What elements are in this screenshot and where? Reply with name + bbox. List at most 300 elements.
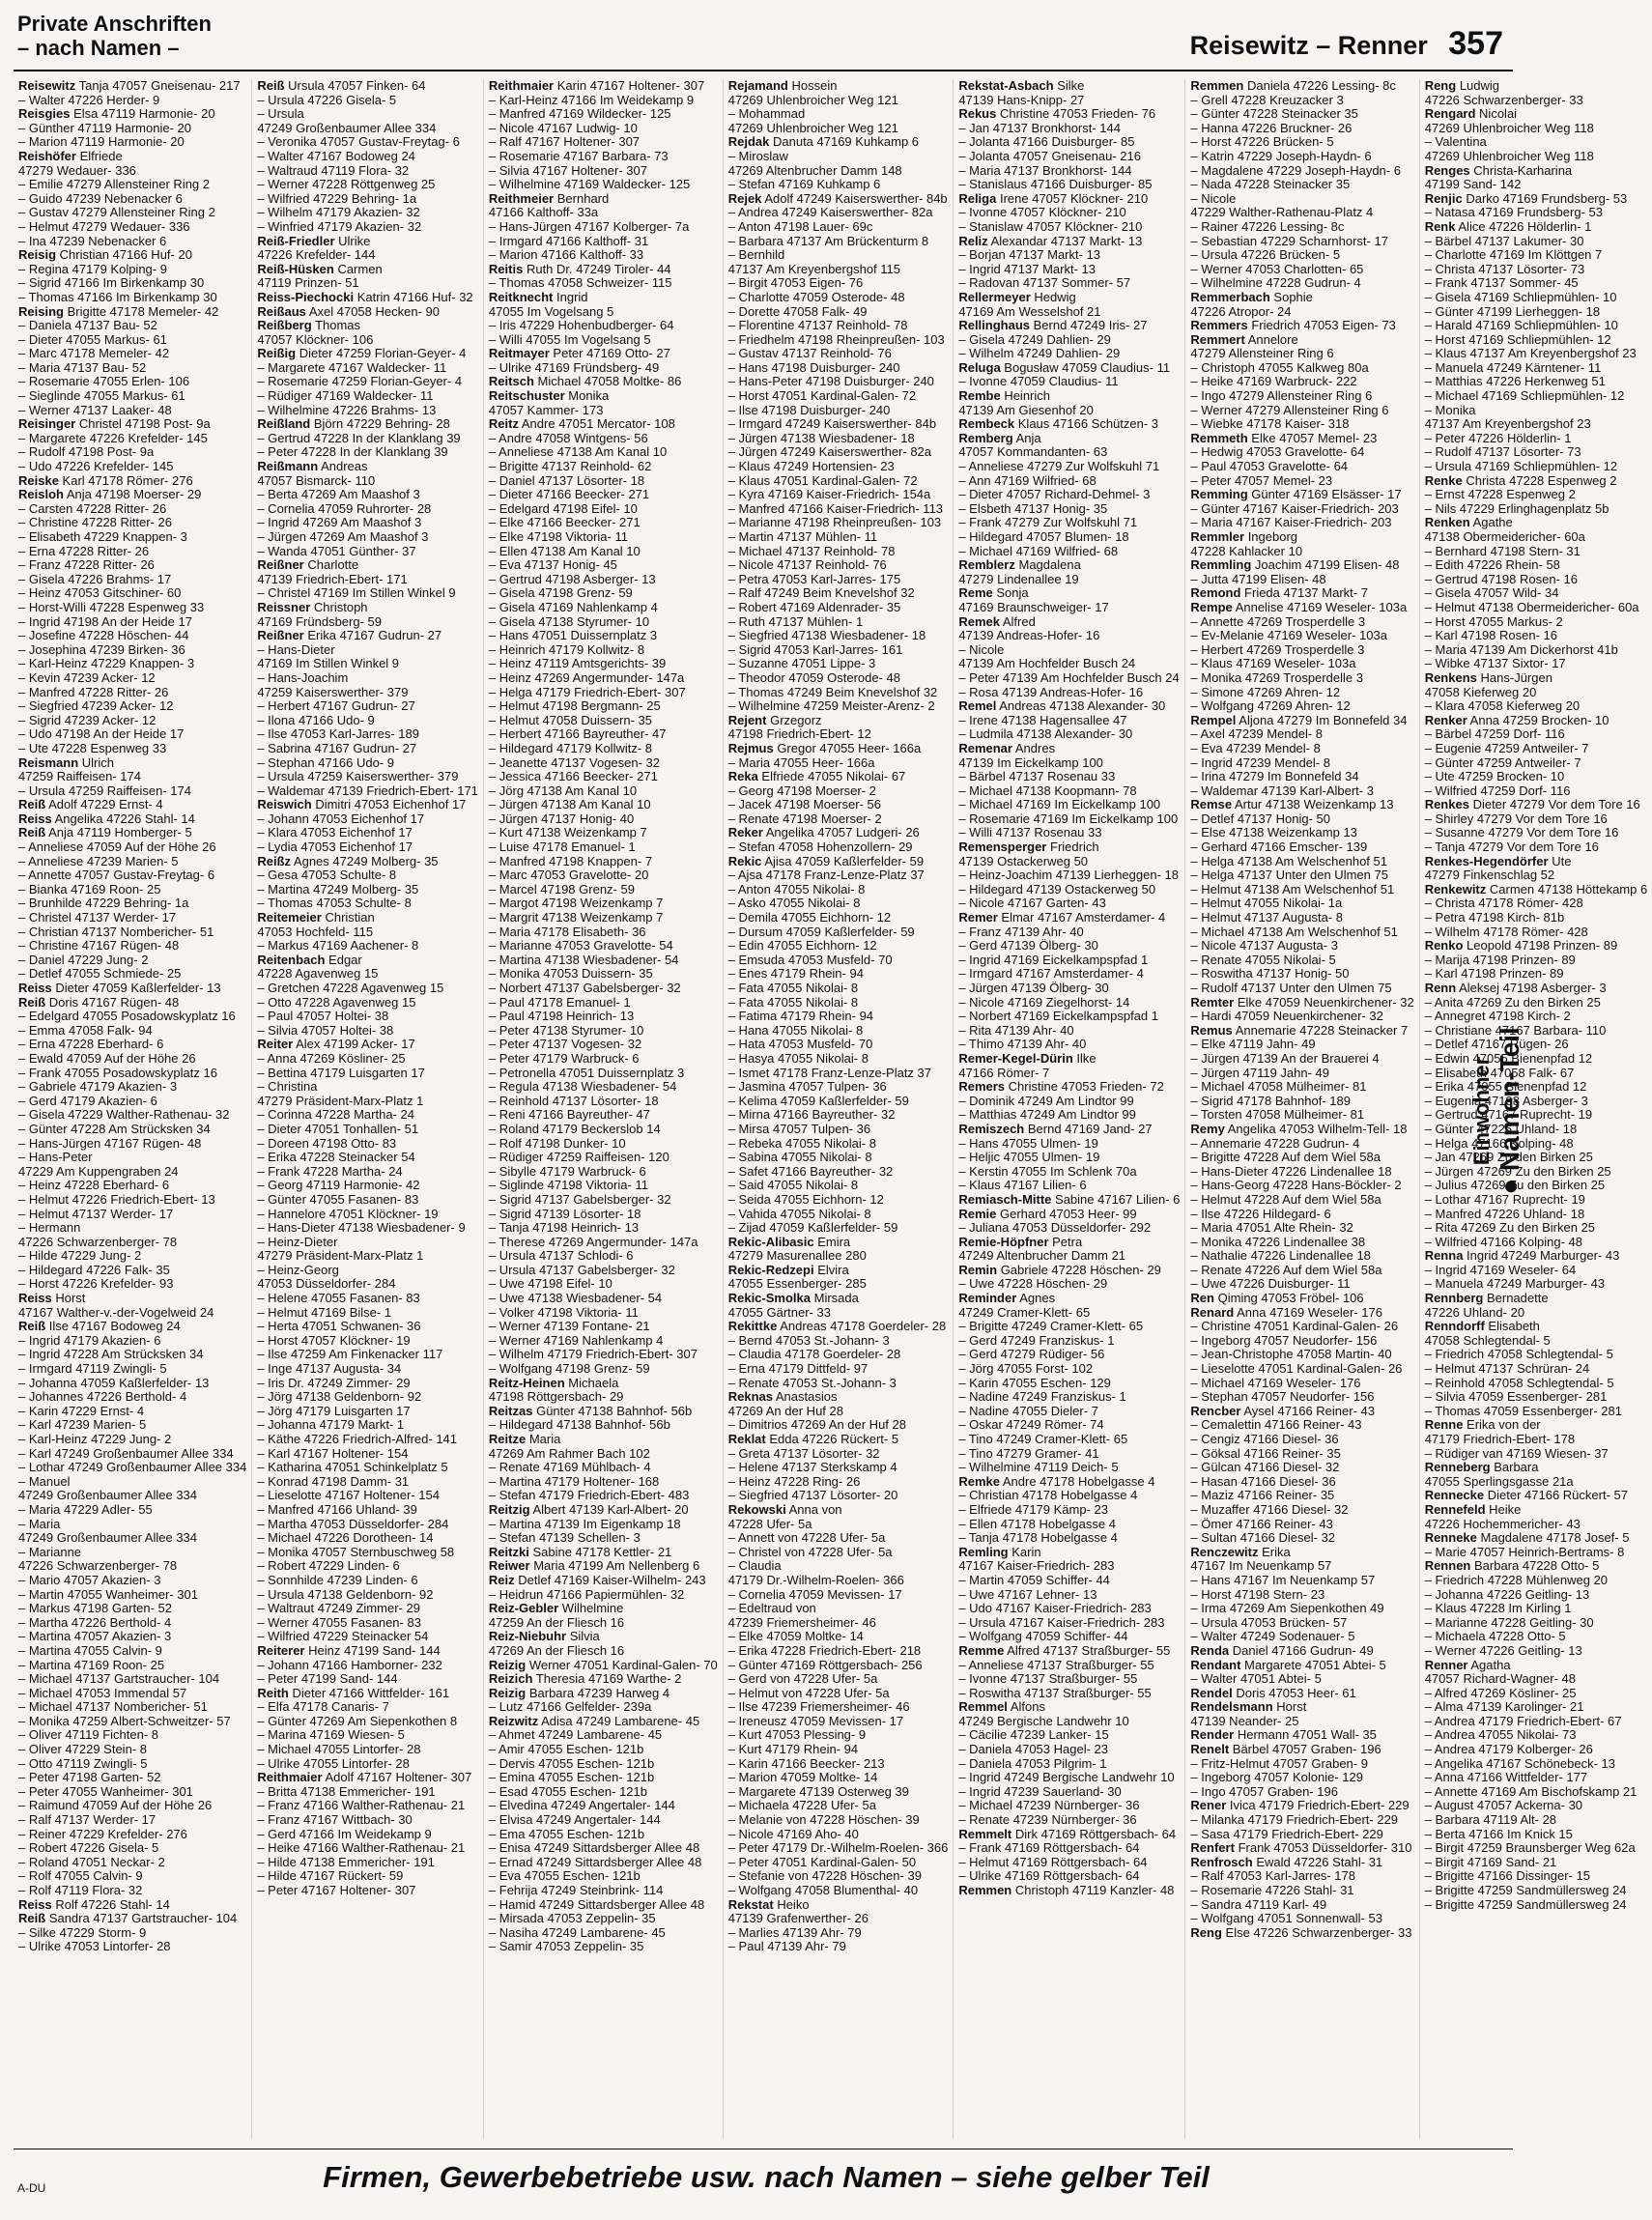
entry-text: – Karin 47166 Beecker- 213 — [727, 1755, 885, 1771]
surname: Renfrosch — [1190, 1854, 1253, 1869]
entry-text: – Iris Dr. 47249 Zimmer- 29 — [257, 1375, 411, 1390]
entry-text: – Daniela 47053 Hagel- 23 — [958, 1742, 1108, 1757]
directory-entry — [257, 1489, 478, 1503]
directory-entry — [257, 1377, 478, 1391]
directory-entry — [1425, 1869, 1648, 1884]
entry-text: – Helmut 47169 Bilse- 1 — [257, 1304, 392, 1320]
directory-entry — [958, 1630, 1180, 1644]
directory-entry — [257, 1292, 478, 1306]
directory-entry — [1190, 1362, 1413, 1377]
directory-entry — [1425, 953, 1648, 968]
entry-text: – Wolfgang 47058 Blumenthal- 40 — [727, 1883, 919, 1897]
entry-text: – Georg 47198 Moerser- 2 — [727, 783, 876, 798]
directory-entry — [489, 1518, 718, 1532]
directory-entry — [1190, 1813, 1413, 1828]
entry-text: Aljona 47279 Im Bonnefeld 34 — [1239, 712, 1408, 727]
directory-entry — [1190, 1574, 1413, 1588]
directory-entry — [1425, 1236, 1648, 1250]
surname: Renda — [1190, 1642, 1230, 1658]
entry-text: – Esad 47055 Eschen- 121b — [488, 1783, 647, 1799]
directory-entry — [1190, 1179, 1413, 1193]
entry-text: 47249 Großenbaumer Allee 334 — [257, 120, 437, 135]
directory-entry — [958, 1052, 1180, 1067]
surname: Ren — [1190, 1291, 1214, 1306]
entry-text: – Wolfgang 47198 Grenz- 59 — [488, 1361, 650, 1377]
directory-entry — [1190, 826, 1413, 840]
directory-entry — [18, 1405, 246, 1419]
directory-entry — [18, 868, 246, 883]
directory-entry — [1190, 305, 1413, 320]
surname: Reithmaier — [257, 1770, 323, 1785]
entry-text: – Ernad 47249 Sittardsberger Allee 48 — [488, 1854, 702, 1869]
entry-text: 47058 Kieferweg 20 — [1424, 684, 1537, 699]
directory-entry — [489, 727, 718, 742]
directory-entry — [1425, 1616, 1648, 1631]
entry-text: 47139 Ostackerweg 50 — [958, 853, 1089, 868]
surname: Reminder — [958, 1291, 1017, 1306]
entry-text: Gregor 47055 Heer- 166a — [777, 740, 922, 755]
directory-entry — [1190, 615, 1413, 630]
entry-text: – Mirsada 47053 Zeppelin- 35 — [488, 1911, 656, 1926]
directory-entry — [1425, 1630, 1648, 1644]
entry-text: Darko 47169 Frundsberg- 53 — [1466, 190, 1628, 206]
directory-entry — [728, 573, 949, 587]
directory-entry — [489, 1193, 718, 1208]
entry-text: Elmar 47167 Amsterdamer- 4 — [1001, 910, 1166, 925]
directory-entry — [489, 742, 718, 756]
entry-text: Günter 47138 Bahnhof- 56b — [536, 1403, 693, 1418]
directory-column — [1419, 79, 1652, 2139]
surname: Reiske — [18, 472, 59, 488]
directory-entry — [18, 389, 246, 404]
entry-text: – Gisela 47229 Walther-Rathenau- 32 — [18, 1107, 230, 1123]
directory-entry — [489, 714, 718, 728]
directory-entry — [728, 1264, 949, 1278]
directory-column — [723, 79, 954, 2139]
directory-entry — [257, 1644, 478, 1659]
directory-entry — [1190, 1095, 1413, 1109]
entry-text: – Gülcan 47166 Diesel- 32 — [1190, 1460, 1340, 1475]
directory-entry — [1425, 1320, 1648, 1334]
entry-text: – Frank 47279 Zur Wolfskuhl 71 — [958, 515, 1138, 530]
directory-entry — [958, 1320, 1180, 1334]
entry-text: – Hans-Dieter 47226 Lindenallee 18 — [1190, 1163, 1392, 1179]
directory-entry — [1425, 770, 1648, 784]
directory-entry — [958, 1348, 1180, 1362]
section-label — [17, 12, 212, 60]
surname: Reiss — [18, 1896, 52, 1912]
directory-entry — [1425, 911, 1648, 925]
entry-text: – Elke 47059 Moltke- 14 — [727, 1629, 864, 1644]
directory-entry — [489, 1151, 718, 1165]
entry-text: Gerhard 47053 Heer- 99 — [999, 1206, 1137, 1221]
directory-entry — [489, 1659, 718, 1673]
directory-entry — [489, 1828, 718, 1842]
surname: Religa — [958, 190, 997, 206]
directory-entry — [958, 1799, 1180, 1813]
entry-text: – Enisa 47249 Sittardsberger Allee 48 — [488, 1840, 700, 1856]
directory-entry — [1190, 601, 1413, 615]
directory-entry — [18, 996, 246, 1010]
entry-text: – Emsuda 47053 Musfeld- 70 — [727, 952, 893, 967]
directory-entry — [257, 291, 478, 305]
entry-text: – Hamid 47249 Sittardsberger Allee 48 — [488, 1896, 705, 1912]
directory-entry — [489, 305, 718, 320]
entry-text: – Norbert 47137 Gabelsberger- 32 — [488, 981, 681, 995]
entry-text: – Hans-Georg 47228 Hans-Böckler- 2 — [1190, 1178, 1402, 1193]
directory-entry — [257, 671, 478, 686]
directory-entry — [18, 1320, 246, 1334]
entry-text: – Elfriede 47179 Kämp- 23 — [958, 1501, 1108, 1517]
entry-text: – Wilfried 47229 Behring- 1a — [257, 190, 417, 206]
directory-entry — [257, 868, 478, 883]
entry-text: Elke 47059 Neuenkirchener- 32 — [1237, 994, 1414, 1010]
directory-entry — [18, 1546, 246, 1560]
directory-entry — [728, 812, 949, 827]
entry-text: – Heike 47169 Warbruck- 222 — [1190, 374, 1357, 389]
directory-entry — [1425, 1841, 1648, 1856]
directory-entry — [1425, 1771, 1648, 1785]
directory-entry — [958, 770, 1180, 784]
entry-text: – Sandra 47119 Karl- 49 — [1190, 1896, 1327, 1912]
directory-entry — [1425, 939, 1648, 953]
surname: Rekittke — [727, 1319, 778, 1334]
directory-entry — [18, 1418, 246, 1433]
directory-entry — [1425, 502, 1648, 517]
entry-text: – Renate 47239 Nürnberger- 36 — [958, 1812, 1137, 1828]
entry-text: – Karl 47198 Rosen- 16 — [1424, 628, 1557, 643]
directory-entry — [1190, 939, 1413, 953]
directory-entry — [257, 1038, 478, 1052]
directory-entry — [18, 756, 246, 771]
entry-text: – Waltraud 47119 Flora- 32 — [257, 162, 410, 178]
entry-text: – Stanislaw 47057 Klöckner- 210 — [958, 218, 1143, 234]
directory-entry — [257, 1785, 478, 1800]
entry-text: – Peter 47139 Am Hochfelder Busch 24 — [958, 669, 1180, 685]
directory-entry — [958, 305, 1180, 320]
entry-text: – Ursula 47169 Schliepmühlen- 12 — [1424, 459, 1618, 474]
surname: Reitz-Heinen — [488, 1375, 565, 1390]
directory-entry — [958, 474, 1180, 489]
directory-entry — [728, 432, 949, 446]
directory-entry — [1425, 1799, 1648, 1813]
directory-entry — [1425, 1208, 1648, 1222]
entry-text: – Axel 47239 Mendel- 8 — [1190, 726, 1324, 742]
directory-entry — [257, 1123, 478, 1137]
entry-text: – Ingrid 47169 Weseler- 64 — [1424, 1262, 1577, 1277]
entry-text: – Berta 47166 Im Knick 15 — [1424, 1826, 1573, 1841]
entry-text: – Fatima 47179 Rhein- 94 — [727, 1009, 874, 1024]
entry-text: – Emilie 47279 Allensteiner Ring 2 — [18, 177, 211, 192]
entry-text: Ajisa 47059 Kaßlerfelder- 59 — [764, 853, 925, 868]
directory-entry — [958, 432, 1180, 446]
directory-entry — [958, 1588, 1180, 1603]
entry-text: – Roland 47179 Beckerslob 14 — [488, 1121, 661, 1136]
directory-entry — [1425, 1574, 1648, 1588]
directory-entry — [1190, 686, 1413, 700]
directory-entry — [1425, 1067, 1648, 1081]
entry-text: – Georg 47119 Harmonie- 42 — [257, 1178, 420, 1193]
entry-text: Alfred — [1002, 613, 1036, 629]
surname: Rengard — [1424, 106, 1476, 122]
entry-text: 47057 Bismarck- 110 — [257, 472, 376, 488]
entry-text: 47226 Schwarzenberger- 78 — [18, 1558, 178, 1574]
directory-entry — [18, 445, 246, 460]
entry-text: Heinz 47199 Sand- 144 — [308, 1642, 441, 1658]
entry-text: – Werner 47055 Fasanen- 83 — [257, 1614, 421, 1630]
directory-entry — [257, 107, 478, 122]
entry-text: – Sigrid 47053 Karl-Jarres- 161 — [727, 641, 903, 657]
surname: Renna — [1424, 1248, 1464, 1264]
entry-text: – Martin 47059 Schiffer- 44 — [958, 1572, 1110, 1587]
directory-entry — [1425, 1165, 1648, 1180]
directory-entry — [257, 1348, 478, 1362]
directory-entry — [1190, 1165, 1413, 1180]
entry-text: – Nicole 47167 Garten- 43 — [958, 896, 1106, 911]
directory-entry — [728, 1518, 949, 1532]
directory-entry — [489, 235, 718, 249]
entry-text: – Shirley 47279 Vor dem Tore 16 — [1424, 811, 1608, 826]
entry-text: Sabine 47167 Lilien- 6 — [1055, 1191, 1181, 1207]
entry-text: – Konrad 47198 Damm- 31 — [257, 1473, 410, 1489]
directory-entry — [958, 1010, 1180, 1024]
directory-entry — [958, 178, 1180, 192]
entry-text: – Asko 47055 Nikolai- 8 — [727, 896, 861, 911]
entry-text: Angelika 47226 Stahl- 14 — [54, 811, 195, 826]
directory-entry — [958, 1700, 1180, 1715]
directory-entry — [728, 1123, 949, 1137]
entry-text: – Seida 47055 Eichhorn- 12 — [727, 1191, 884, 1207]
entry-text: – Michael 47169 Im Eickelkamp 100 — [958, 797, 1161, 812]
entry-text: – Marc 47053 Gravelotte- 20 — [488, 868, 649, 883]
entry-text: – Heinz 47053 Gitschiner- 60 — [18, 585, 182, 601]
entry-text: – Ingrid 47179 Akazien- 6 — [18, 1332, 161, 1348]
entry-text: – Josefine 47228 Höschen- 44 — [18, 628, 189, 643]
directory-entry — [489, 1080, 718, 1095]
entry-text: Peter 47169 Otto- 27 — [553, 346, 670, 361]
directory-entry — [1425, 1743, 1648, 1757]
directory-entry — [958, 1123, 1180, 1137]
directory-entry — [1190, 953, 1413, 968]
entry-text: – Anneliese 47279 Zur Wolfskuhl 71 — [958, 459, 1160, 474]
entry-text: – Hans-Dieter 47138 Wiesbadener- 9 — [257, 1220, 466, 1236]
entry-text: Anja 47198 Moerser- 29 — [66, 487, 202, 502]
entry-text: – Michael 47055 Lintorfer- 28 — [257, 1742, 421, 1757]
entry-text: – Peter 47051 Kardinal-Galen- 50 — [727, 1854, 917, 1869]
directory-entry — [958, 855, 1180, 869]
directory-entry — [18, 404, 246, 418]
surname: Reith — [257, 1685, 289, 1700]
directory-entry — [1190, 150, 1413, 164]
directory-entry — [489, 1912, 718, 1926]
directory-entry — [1190, 1841, 1413, 1856]
directory-entry — [18, 1489, 246, 1503]
directory-entry — [18, 1306, 246, 1321]
entry-text: – Siegfried 47137 Lösorter- 20 — [727, 1488, 898, 1503]
entry-text: – Anita 47269 Zu den Birken 25 — [1424, 994, 1601, 1010]
directory-entry — [257, 1165, 478, 1180]
directory-entry — [958, 784, 1180, 799]
surname: Reitmayer — [488, 346, 550, 361]
directory-entry — [257, 502, 478, 517]
entry-text: – Ingrid 47269 Am Maashof 3 — [257, 515, 422, 530]
entry-text: – Monika — [1424, 402, 1476, 417]
directory-entry — [1190, 1080, 1413, 1095]
entry-text: – Michael 47053 Immendal 57 — [18, 1685, 187, 1700]
surname: Remse — [1190, 797, 1233, 812]
directory-entry — [958, 558, 1180, 573]
directory-entry — [257, 784, 478, 799]
entry-text: – Nadine 47249 Franziskus- 1 — [958, 1389, 1126, 1405]
directory-entry — [728, 347, 949, 361]
directory-entry — [257, 1559, 478, 1574]
entry-text: – Cengiz 47166 Diesel- 36 — [1190, 1432, 1339, 1446]
entry-text: – Eugenia 47198 Asberger- 3 — [1424, 1093, 1588, 1108]
entry-text: – Gerd 47139 Ölberg- 30 — [958, 938, 1098, 953]
entry-text: Sonja — [996, 585, 1029, 601]
entry-text: – Helga 47137 Unter den Ulmen 75 — [1190, 868, 1388, 883]
entry-text: – Alfred 47269 Kösliner- 25 — [1424, 1685, 1577, 1700]
directory-entry — [257, 1264, 478, 1278]
directory-entry — [257, 1277, 478, 1292]
directory-entry — [728, 714, 949, 728]
entry-text: – Reiner 47229 Krefelder- 276 — [18, 1826, 187, 1841]
directory-entry — [728, 1447, 949, 1462]
directory-entry — [489, 1236, 718, 1250]
entry-text: – Ute 47259 Brocken- 10 — [1424, 769, 1565, 784]
surname: Rejent — [727, 712, 767, 727]
entry-text: – Helmut von 47228 Ufer- 5a — [727, 1685, 890, 1700]
entry-text: Ingrid 47249 Marburger- 43 — [1467, 1248, 1620, 1264]
directory-entry — [18, 1940, 246, 1954]
surname: Reklat — [727, 1432, 766, 1446]
entry-text: Albert 47139 Karl-Albert- 20 — [532, 1501, 689, 1517]
entry-text: Agnes 47249 Molberg- 35 — [293, 853, 439, 868]
directory-entry — [1425, 1221, 1648, 1236]
directory-entry — [18, 1292, 246, 1306]
directory-entry — [728, 996, 949, 1010]
entry-text: – Charlotte 47059 Osterode- 48 — [727, 289, 905, 304]
directory-entry — [18, 1559, 246, 1574]
entry-text: – Brigitte 47259 Sandmüllersweg 24 — [1424, 1896, 1627, 1912]
directory-entry — [489, 1475, 718, 1490]
entry-text: – Nicole — [958, 641, 1005, 657]
entry-text: – Dervis 47055 Eschen- 121b — [488, 1755, 655, 1771]
entry-text: 47259 Raiffeisen- 174 — [18, 769, 141, 784]
directory-entry — [1190, 206, 1413, 220]
directory-entry — [18, 122, 246, 136]
directory-entry — [958, 1743, 1180, 1757]
directory-entry — [489, 939, 718, 953]
entry-text: – Wilfried 47259 Dorf- 116 — [1424, 783, 1571, 798]
directory-entry — [18, 1644, 246, 1659]
surname: Rendel — [1190, 1685, 1233, 1700]
directory-entry — [958, 1067, 1180, 1081]
entry-text: – Andrea 47179 Friedrich-Ebert- 67 — [1424, 1713, 1622, 1728]
directory-entry — [18, 1334, 246, 1349]
directory-entry — [958, 699, 1180, 714]
entry-text: – Ömer 47166 Reiner- 43 — [1190, 1516, 1333, 1531]
directory-entry — [1425, 558, 1648, 573]
surname: Renges — [1424, 162, 1470, 178]
entry-text: – Dimitrios 47269 An der Huf 28 — [727, 1417, 906, 1433]
entry-text: – Karl-Heinz 47229 Jung- 2 — [18, 1432, 172, 1446]
surname: Reizig — [488, 1657, 527, 1672]
entry-text: Ulrike — [338, 233, 371, 248]
directory-entry — [958, 1390, 1180, 1405]
entry-text: – Magdalene 47229 Joseph-Haydn- 6 — [1190, 162, 1401, 178]
directory-entry — [489, 1447, 718, 1462]
entry-text: 47167 Walther-v.-der-Vogelweid 24 — [18, 1304, 214, 1320]
entry-text: – Rosemarie 47055 Erlen- 106 — [18, 374, 190, 389]
directory-entry — [728, 361, 949, 376]
side-tab-line1: Einwohner — [1469, 1056, 1494, 1166]
entry-text: – Wilhelm 47178 Römer- 428 — [1424, 924, 1588, 939]
entry-text: – Peter 47055 Wanheimer- 301 — [18, 1783, 193, 1799]
entry-text: – Doreen 47198 Otto- 83 — [257, 1135, 397, 1151]
entry-text: – Brunhilde 47229 Behring- 1a — [18, 896, 189, 911]
entry-text: – Michael 47137 Reinhold- 78 — [727, 543, 896, 558]
directory-entry — [728, 1362, 949, 1377]
directory-entry — [958, 291, 1180, 305]
directory-entry — [18, 516, 246, 530]
surname: Remiasch-Mitte — [958, 1191, 1052, 1207]
entry-text: 47169 Am Wesselshof 21 — [958, 303, 1101, 319]
entry-text: – Franz 47228 Ritter- 26 — [18, 557, 155, 573]
directory-entry — [728, 1475, 949, 1490]
surname: Renko — [1424, 938, 1464, 953]
directory-entry — [489, 925, 718, 940]
entry-text: – Erna 47228 Eberhard- 6 — [18, 1037, 164, 1052]
directory-entry — [958, 1165, 1180, 1180]
entry-text: – Christian 47137 Nombericher- 51 — [18, 924, 214, 939]
entry-text: Friedrich — [1050, 840, 1099, 855]
entry-text: – Margot 47198 Weizenkamp 7 — [488, 896, 664, 911]
surname: Reiß — [18, 1911, 46, 1926]
directory-entry — [1425, 1588, 1648, 1603]
entry-text: 47167 Im Neuenkamp 57 — [1190, 1558, 1332, 1574]
entry-text: 47259 Kaiserswerther- 379 — [257, 684, 409, 699]
entry-text: – Michael 47226 Dorotheen- 14 — [257, 1530, 434, 1546]
entry-text: 47279 Lindenallee 19 — [958, 571, 1079, 586]
directory-entry — [257, 1659, 478, 1673]
directory-entry — [257, 248, 478, 263]
directory-entry — [257, 1630, 478, 1644]
directory-entry — [18, 291, 246, 305]
directory-entry — [18, 263, 246, 277]
directory-entry — [489, 263, 718, 277]
directory-entry — [257, 1503, 478, 1518]
side-tab-line2: ● Namen-Teil — [1495, 1027, 1524, 1195]
entry-text: 47053 Düsseldorfer- 284 — [257, 1276, 396, 1292]
entry-text: – Claudia — [727, 1558, 782, 1574]
entry-text: 47055 Gärtner- 33 — [727, 1304, 831, 1320]
entry-text: – Ismet 47178 Franz-Lenze-Platz 37 — [727, 1065, 931, 1080]
entry-text: Frank 47053 Düsseldorfer- 310 — [1238, 1840, 1412, 1856]
entry-text: Erika von der — [1467, 1417, 1541, 1433]
directory-entry — [489, 1672, 718, 1687]
entry-text: – Monika 47057 Sternbuschweg 58 — [257, 1544, 455, 1559]
surname: Renkewitz — [1424, 881, 1487, 897]
surname: Renfert — [1190, 1840, 1235, 1856]
directory-entry — [18, 1912, 246, 1926]
entry-text: 47139 Andreas-Hofer- 16 — [958, 628, 1100, 643]
directory-entry — [1425, 982, 1648, 996]
directory-entry — [257, 319, 478, 333]
entry-text: – Lothar 47249 Großenbaumer Allee 334 — [18, 1460, 247, 1475]
entry-text: – Uwe 47228 Höschen- 29 — [958, 1276, 1108, 1292]
entry-text: – Ewald 47059 Auf der Höhe 26 — [18, 1050, 196, 1066]
